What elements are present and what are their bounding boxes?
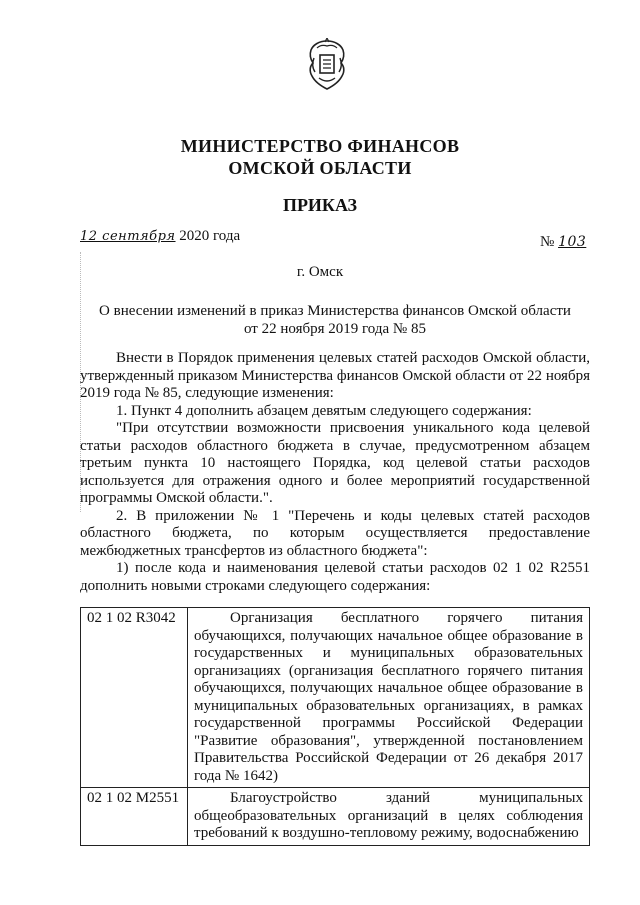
table-cell-code: 02 1 02 M2551 bbox=[81, 788, 188, 846]
paragraph: "При отсутствии возможности присвоения уникального кода целевой статьи расходов областного бюджета в случае, предусмотренном абзацем третьим пункта 10 настоящего Порядка, код целевой статьи расходов используется для отражения одного и более мероприятий государственной программы Омской области.". bbox=[80, 420, 590, 506]
table-cell-code: 02 1 02 R3042 bbox=[81, 608, 188, 788]
paragraph: Внести в Порядок применения целевых статей расходов Омской области, утвержденный приказом Министерства финансов Омской области от 22 ноября 2019 года № 85, следующие изменения: bbox=[80, 350, 590, 401]
number-prefix: № bbox=[540, 234, 555, 250]
table-row bbox=[81, 788, 590, 846]
table-cell-desc: Организация бесплатного горячего питания обучающихся, получающих начальное общее образование в государственных и муниципальных образовательных организациях (организация бесплатного горячего питания обучающихся, получающих начальное общее образование в муниципальных образовательных организациях, в рамках государственной программы Российской Федерации "Развитие образования", утвержденной постановлением Правительства Российской Федерации от 26 декабря 2017 года № 1642) bbox=[188, 608, 590, 788]
number-handwritten: 103 bbox=[558, 234, 587, 250]
paragraph: 1. Пункт 4 дополнить абзацем девятым следующего содержания: bbox=[116, 402, 532, 419]
paragraph: 2. В приложении № 1 "Перечень и коды целевых статей расходов областного бюджета, по которым осуществляется предоставление межбюджетных трансфертов из областного бюджета": bbox=[80, 507, 590, 559]
paragraph: 1) после кода и наименования целевой статьи расходов 02 1 02 R2551 дополнить новыми строками следующего содержания: bbox=[80, 560, 590, 594]
date-year: 2020 года bbox=[179, 228, 241, 244]
table-cell-desc: Благоустройство зданий муниципальных общеобразовательных организаций в целях соблюдения требований к воздушно-тепловому режиму, водоснабжению bbox=[188, 788, 590, 846]
document-body bbox=[80, 350, 590, 595]
coat-of-arms-emblem bbox=[305, 38, 349, 92]
document-date bbox=[80, 228, 240, 245]
codes-table bbox=[80, 607, 590, 846]
ministry-title-line2: ОМСКОЙ ОБЛАСТИ bbox=[228, 158, 412, 178]
city: г. Омск bbox=[296, 264, 344, 280]
document-number bbox=[540, 234, 586, 251]
subject-line1: О внесении изменений в приказ Министерства финансов Омской области bbox=[99, 303, 571, 319]
table-row bbox=[81, 608, 590, 788]
document-type: ПРИКАЗ bbox=[282, 195, 358, 215]
document-subject bbox=[80, 302, 590, 338]
date-handwritten: 12 сентября bbox=[80, 229, 176, 244]
ministry-title-line1: МИНИСТЕРСТВО ФИНАНСОВ bbox=[180, 136, 460, 156]
subject-line2: от 22 ноября 2019 года № 85 bbox=[244, 321, 426, 337]
